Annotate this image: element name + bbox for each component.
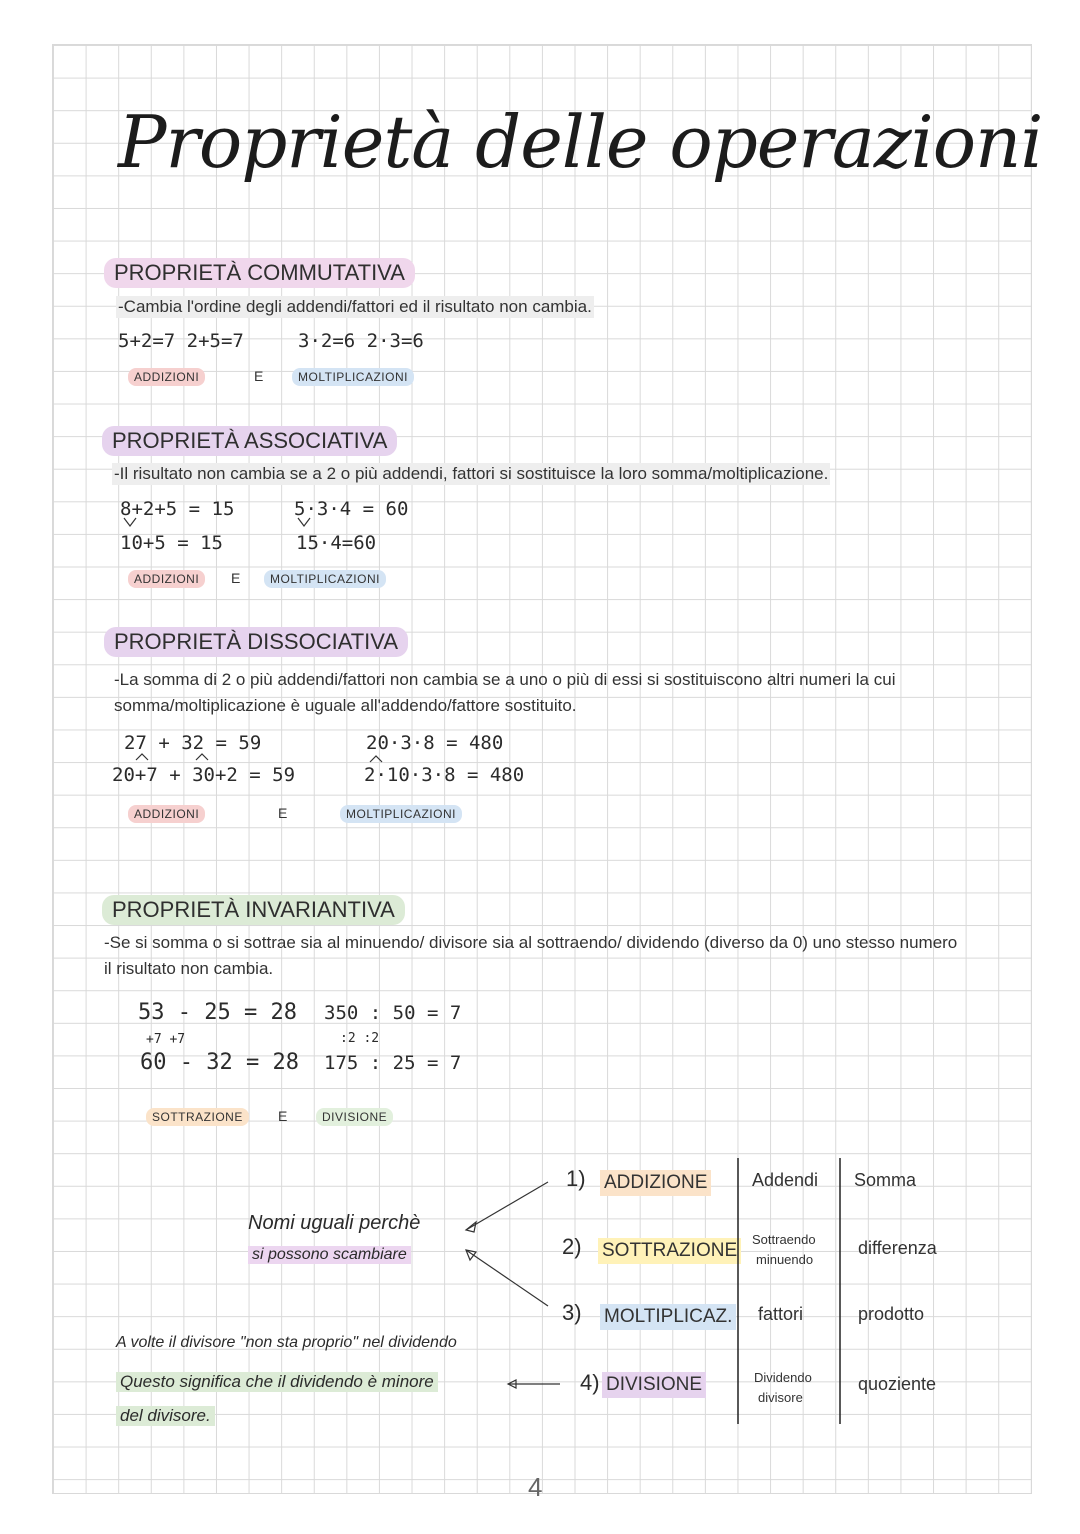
table-op-sottrazione: SOTTRAZIONE <box>598 1238 741 1264</box>
heading-commutativa: PROPRIETÀ COMMUTATIVA <box>104 258 415 288</box>
arrow-line <box>466 1182 548 1230</box>
note-divisor-line1: A volte il divisore "non sta proprio" nel dividendo <box>116 1334 457 1351</box>
hat-mark <box>370 756 382 762</box>
table-result-sottrazione: differenza <box>858 1238 937 1258</box>
dissociativa-example-add-bottom: 20+7 + 30+2 = 59 <box>112 764 296 786</box>
desc-dissociativa: -La somma di 2 o più addendi/fattori non cambia se a uno o più di essi si sostituiscono altri numeri la cui somma/moltiplicazione è uguale all'addendo/fattore sostituito. <box>114 670 896 715</box>
table-row-number: 4) <box>580 1370 600 1395</box>
commutativa-example-mul: 3·2=6 2·3=6 <box>298 330 424 352</box>
tag-sottrazione: SOTTRAZIONE <box>146 1108 249 1126</box>
tag-addizioni: ADDIZIONI <box>128 368 205 386</box>
associativa-example-mul-top: 5·3·4 = 60 <box>294 498 409 520</box>
associativa-example-add-bottom: 10+5 = 15 <box>120 532 223 554</box>
tag-moltiplicazioni: MOLTIPLICAZIONI <box>292 368 414 386</box>
conjunction-e: E <box>231 570 241 586</box>
invariantiva-example-div-top: 350 : 50 = 7 <box>324 1002 462 1024</box>
table-terms-divisione-2: divisore <box>758 1390 803 1405</box>
desc-commutativa: -Cambia l'ordine degli addendi/fattori ed il risultato non cambia. <box>118 297 592 316</box>
heading-invariantiva: PROPRIETÀ INVARIANTIVA <box>102 895 405 925</box>
page-title: Proprietà delle operazioni <box>118 100 1043 184</box>
commutativa-example-add: 5+2=7 2+5=7 <box>118 330 244 352</box>
associativa-example-add-top: 8+2+5 = 15 <box>120 498 235 520</box>
note-names-line1: Nomi uguali perchè <box>248 1212 421 1234</box>
tag-addizioni: ADDIZIONI <box>128 805 205 823</box>
heading-dissociativa: PROPRIETÀ DISSOCIATIVA <box>104 627 408 657</box>
conjunction-e: E <box>278 1108 288 1124</box>
invariantiva-example-sub-mid: +7 +7 <box>146 1032 186 1047</box>
dissociativa-example-mul-top: 20·3·8 = 480 <box>366 732 504 754</box>
table-op-addizione: ADDIZIONE <box>600 1170 711 1196</box>
associativa-example-mul-bottom: 15·4=60 <box>296 532 377 554</box>
dissociativa-example-mul-bottom: 2·10·3·8 = 480 <box>364 764 525 786</box>
invariantiva-example-div-mid: :2 :2 <box>340 1031 380 1046</box>
table-row-number: 3) <box>562 1300 582 1325</box>
hat-mark <box>196 754 208 760</box>
conjunction-e: E <box>254 368 264 384</box>
table-op-divisione: DIVISIONE <box>602 1372 706 1398</box>
desc-invariantiva: -Se si somma o si sottrae sia al minuendo/ divisore sia al sottraendo/ dividendo (diverso da 0) uno stesso numero il risultato non cambia. <box>104 933 958 978</box>
invariantiva-example-sub-top: 53 - 25 = 28 <box>138 1000 297 1025</box>
dissociativa-example-add-top: 27 + 32 = 59 <box>124 732 262 754</box>
note-divisor-line2: Questo significa che il dividendo è minore <box>116 1372 438 1392</box>
invariantiva-example-sub-bottom: 60 - 32 = 28 <box>140 1050 299 1075</box>
bracket-mark <box>298 518 310 526</box>
table-result-divisione: quoziente <box>858 1374 937 1394</box>
table-terms-addizione: Addendi <box>752 1170 819 1190</box>
tag-moltiplicazioni: MOLTIPLICAZIONI <box>264 570 386 588</box>
bracket-mark <box>124 518 136 526</box>
invariantiva-example-div-bottom: 175 : 25 = 7 <box>324 1052 462 1074</box>
table-terms-sottrazione-1: Sottraendo <box>752 1232 816 1247</box>
table-result-addizione: Somma <box>854 1170 917 1190</box>
table-op-moltiplicazione: MOLTIPLICAZ. <box>600 1304 736 1330</box>
table-row-number: 2) <box>562 1234 582 1259</box>
table-result-moltiplicazione: prodotto <box>858 1304 925 1324</box>
table-terms-moltiplicazione: fattori <box>758 1304 804 1324</box>
conjunction-e: E <box>278 805 288 821</box>
table-terms-divisione-1: Dividendo <box>754 1370 812 1385</box>
heading-associativa: PROPRIETÀ ASSOCIATIVA <box>102 426 397 456</box>
note-divisor-line3: del divisore. <box>116 1406 215 1426</box>
tag-addizioni: ADDIZIONI <box>128 570 205 588</box>
table-terms-sottrazione-2: minuendo <box>756 1252 814 1267</box>
arrow-line <box>466 1250 548 1306</box>
hat-mark <box>136 754 148 760</box>
tag-divisione: DIVISIONE <box>316 1108 393 1126</box>
table-row-number: 1) <box>566 1166 586 1191</box>
tag-moltiplicazioni: MOLTIPLICAZIONI <box>340 805 462 823</box>
desc-associativa: -Il risultato non cambia se a 2 o più addendi, fattori si sostituisce la loro somma/moltiplicazione. <box>114 464 829 483</box>
page-number: 4 <box>528 1472 543 1502</box>
note-names-line2: si possono scambiare <box>248 1246 411 1264</box>
